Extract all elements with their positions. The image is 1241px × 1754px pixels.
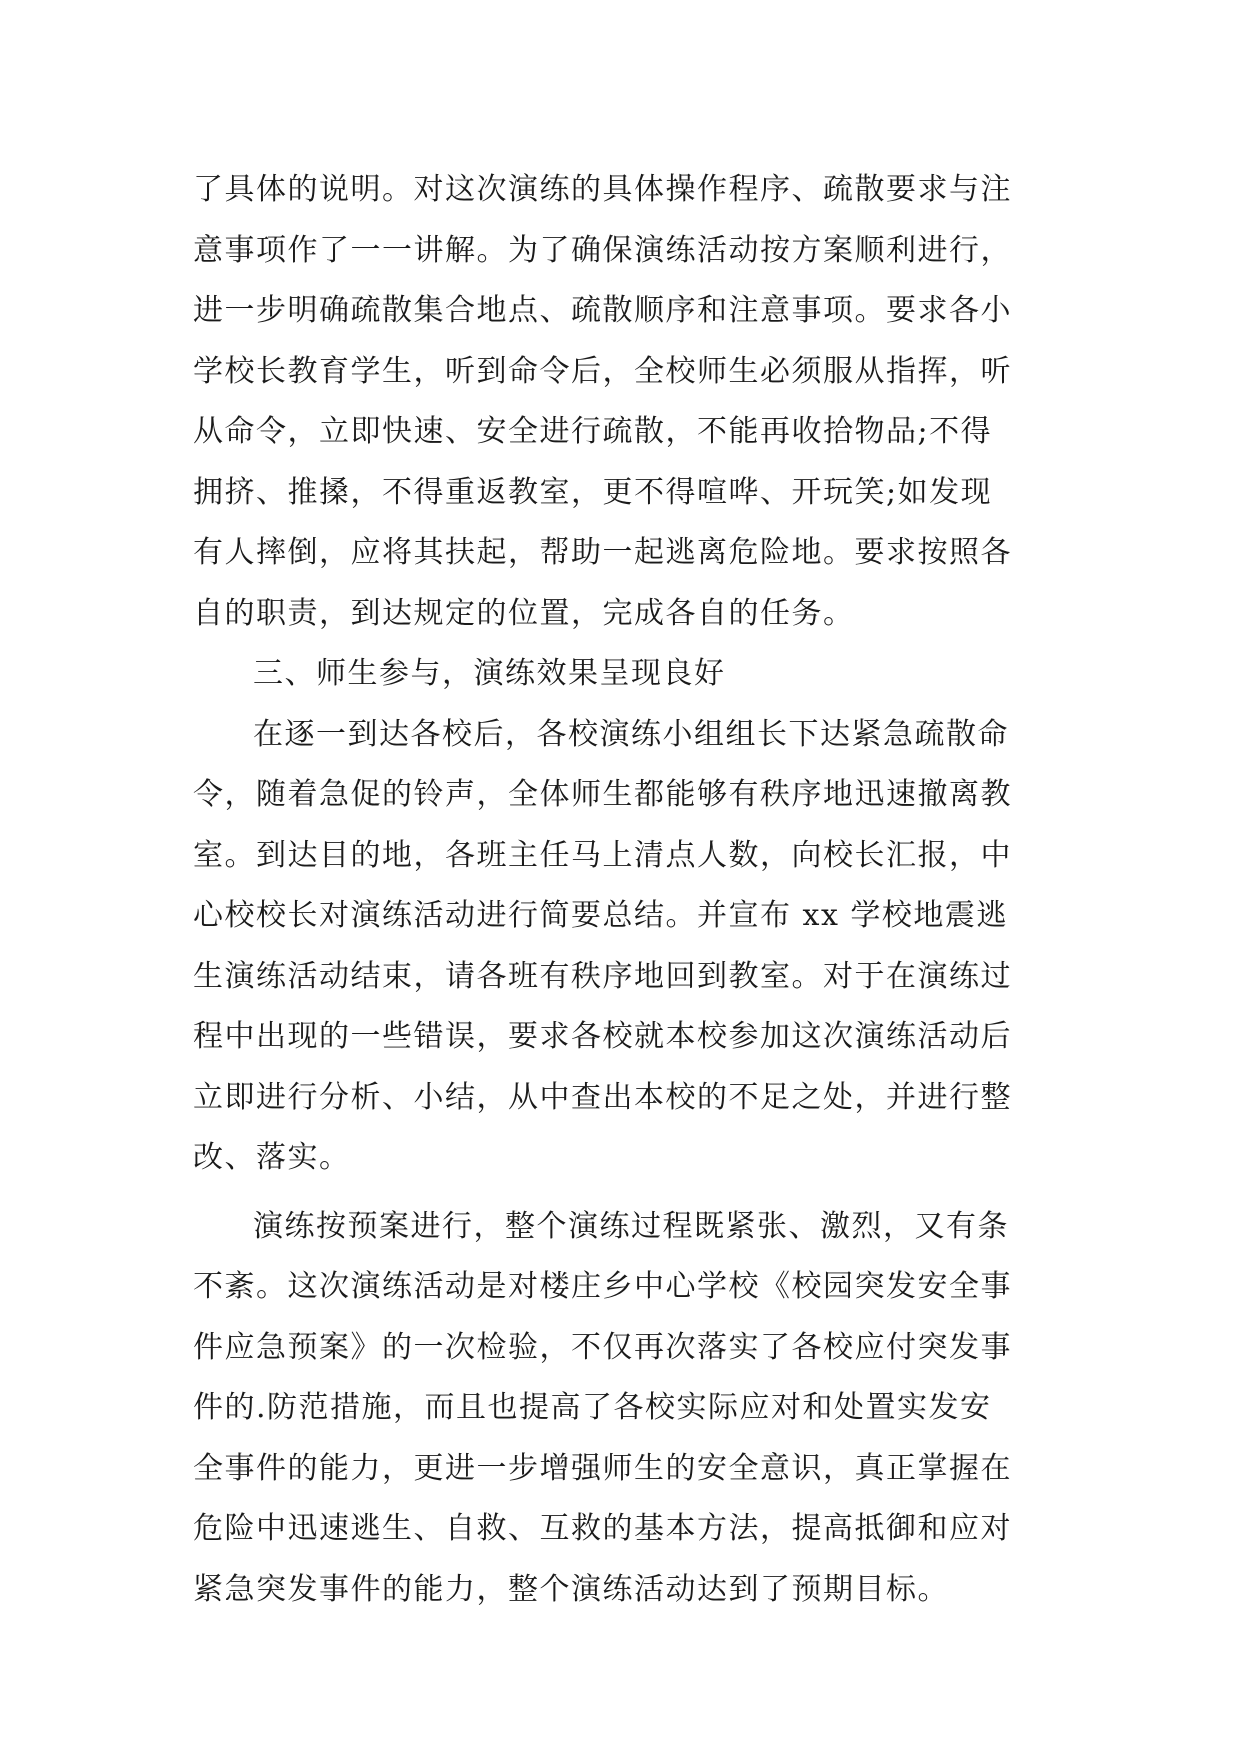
text-line: 演练按预案进行，整个演练过程既紧张、激烈，又有条 xyxy=(253,1208,1009,1244)
text-line: 在逐一到达各校后，各校演练小组组长下达紧急疏散命 xyxy=(253,716,1009,752)
text-line: 心校校长对演练活动进行简要总结。并宣布 xx 学校地震逃 xyxy=(193,898,1008,933)
section-heading: 三、师生参与，演练效果呈现良好 xyxy=(253,656,726,691)
document-body xyxy=(193,160,1073,1620)
text-line: 室。到达目的地，各班主任马上清点人数，向校长汇报，中 xyxy=(193,837,1012,873)
text-line: 有人摔倒，应将其扶起，帮助一起逃离危险地。要求按照各 xyxy=(193,535,1012,570)
text-line: 自的职责，到达规定的位置，完成各自的任务。 xyxy=(193,595,855,631)
text-line: 全事件的能力，更进一步增强师生的安全意识，真正掌握在 xyxy=(193,1450,1012,1486)
text-line: 改、落实。 xyxy=(193,1140,351,1175)
paragraph-drill-process xyxy=(193,705,1073,1189)
paragraph-conclusion xyxy=(193,1197,1073,1621)
text-line: 生演练活动结束，请各班有秩序地回到教室。对于在演练过 xyxy=(193,958,1012,994)
text-line: 立即进行分析、小结，从中查出本校的不足之处，并进行整 xyxy=(193,1079,1012,1115)
text-line: 紧急突发事件的能力，整个演练活动达到了预期目标。 xyxy=(193,1571,949,1607)
paragraph-spacer xyxy=(193,1189,1073,1197)
text-line: 从命令，立即快速、安全进行疏散，不能再收拾物品;不得 xyxy=(193,414,993,449)
text-line: 了具体的说明。对这次演练的具体操作程序、疏散要求与注 xyxy=(193,172,1012,207)
text-line: 拥挤、推搡，不得重返教室，更不得喧哗、开玩笑;如发现 xyxy=(193,474,993,510)
text-line: 学校长教育学生，听到命令后，全校师生必须服从指挥，听 xyxy=(193,353,1012,389)
text-line: 程中出现的一些错误，要求各校就本校参加这次演练活动后 xyxy=(193,1019,1012,1054)
text-line: 件的.防范措施，而且也提高了各校实际应对和处置实发安 xyxy=(193,1390,992,1425)
text-line: 进一步明确疏散集合地点、疏散顺序和注意事项。要求各小 xyxy=(193,293,1012,328)
text-line: 意事项作了一一讲解。为了确保演练活动按方案顺利进行， xyxy=(193,232,1012,268)
text-line: 件应急预案》的一次检验，不仅再次落实了各校应付突发事 xyxy=(193,1329,1012,1365)
paragraph-continued xyxy=(193,160,1073,644)
text-line: 令，随着急促的铃声，全体师生都能够有秩序地迅速撤离教 xyxy=(193,777,1012,812)
text-line: 危险中迅速逃生、自救、互救的基本方法，提高抵御和应对 xyxy=(193,1511,1012,1546)
text-line: 不紊。这次演练活动是对楼庄乡中心学校《校园突发安全事 xyxy=(193,1269,1012,1304)
